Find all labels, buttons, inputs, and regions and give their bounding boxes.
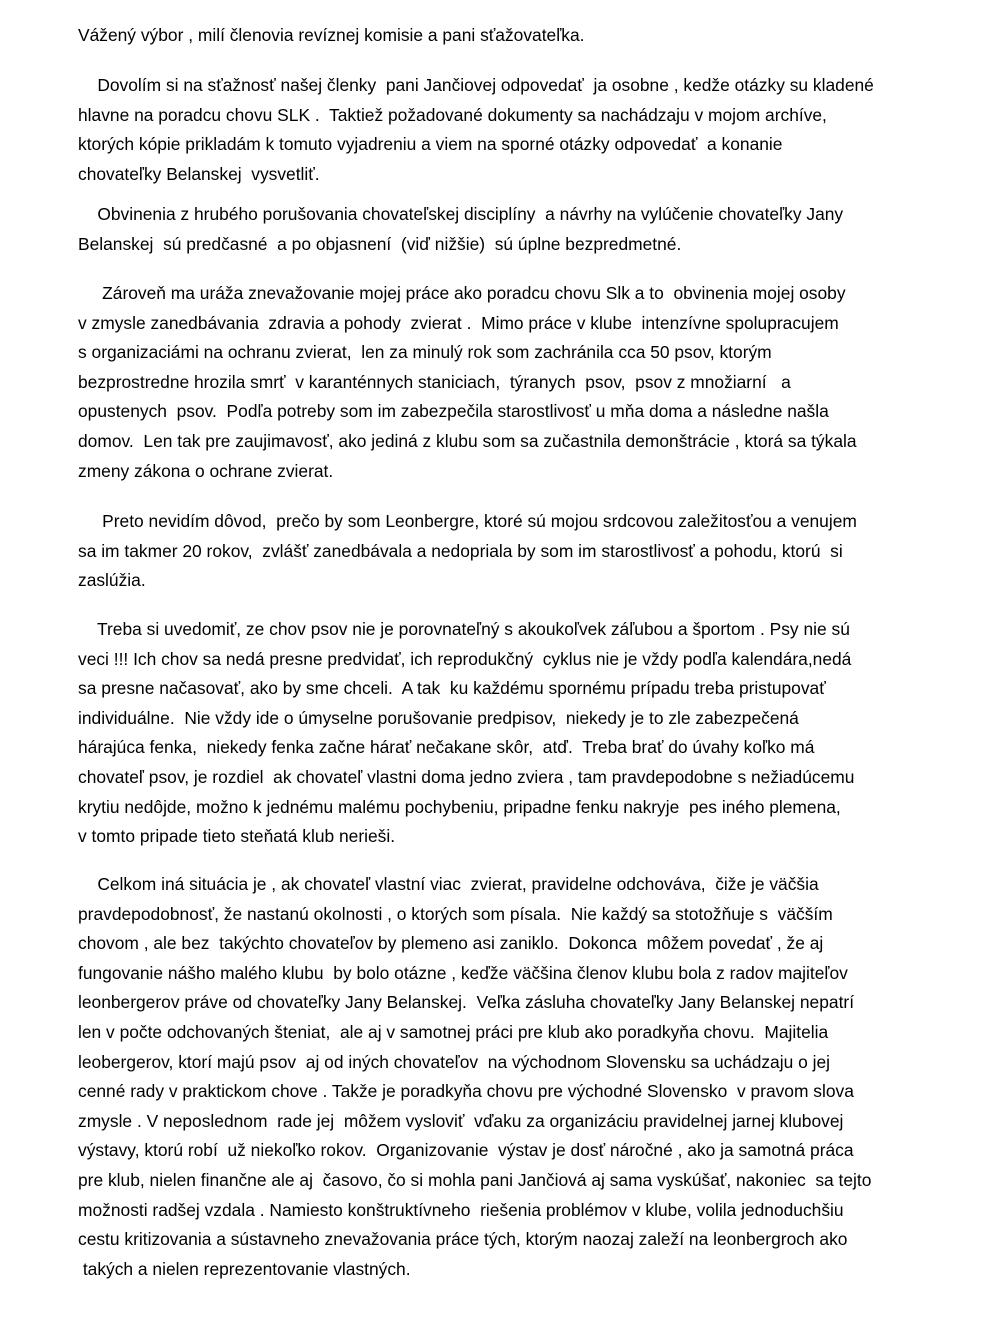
text-line: Dovolím si na sťažnosť našej členky pani Jančiovej odpovedať ja osobne , kedže otázky su kladené bbox=[78, 75, 874, 95]
text-line: zmysle . V neposlednom rade jej môžem vysloviť vďaku za organizáciu pravidelnej jarnej klubovej bbox=[78, 1110, 844, 1131]
text-line: opustenych psov. Podľa potreby som im zabezpečila starostlivosť u mňa doma a následne našla bbox=[78, 401, 829, 422]
text-line: možnosti radšej vzdala . Namiesto konštruktívneho riešenia problémov v klube, volila jednoduchšiu bbox=[78, 1199, 844, 1220]
text-line: takých a nielen reprezentovanie vlastných. bbox=[78, 1258, 411, 1279]
paragraph bbox=[0, 279, 1000, 486]
text-line: cenné rady v praktickom chove . Takže je poradkyňa chovu pre východné Slovensko v pravom slova bbox=[78, 1081, 854, 1102]
text-line: leobergerov, ktorí majú psov aj od iných chovateľov na východnom Slovensku sa uchádzaju o jej bbox=[78, 1051, 830, 1072]
paragraph bbox=[0, 507, 1000, 596]
text-line: sa im takmer 20 rokov, zvlášť zanedbávala a nedopriala by som im starostlivosť a pohodu, ktorú si bbox=[78, 540, 843, 561]
text-line: krytiu nedôjde, možno k jednému malému pochybeniu, pripadne fenku nakryje pes iného plemena, bbox=[78, 796, 841, 817]
text-line: Obvinenia z hrubého porušovania chovateľskej disciplíny a návrhy na vylúčenie chovateľky Jany bbox=[78, 204, 844, 224]
text-line: Vážený výbor , milí členovia revíznej komisie a pani sťažovateľka. bbox=[78, 25, 585, 45]
paragraph bbox=[0, 615, 1000, 852]
paragraph bbox=[0, 200, 1000, 259]
text-line: s organizaciámi na ochranu zvierat, len za minulý rok som zachránila cca 50 psov, ktorým bbox=[78, 342, 772, 363]
text-line: domov. Len tak pre zaujimavosť, ako jediná z klubu som sa zučastnila demonštrácie , ktorá sa týkala bbox=[78, 431, 857, 451]
text-line: pre klub, nielen finančne ale aj časovo, čo si mohla pani Jančiová aj sama vyskúšať, nakoniec sa tejto bbox=[78, 1170, 872, 1190]
paragraph bbox=[0, 21, 1000, 51]
paragraph bbox=[0, 870, 1000, 1284]
text-line: pravdepodobnosť, že nastanú okolnosti , o ktorých som písala. Nie každý sa stotožňuje s väčším bbox=[78, 903, 833, 924]
text-line: v zmysle zanedbávania zdravia a pohody zvierat . Mimo práce v klube intenzívne spolupracujem bbox=[78, 312, 839, 333]
text-line: Belanskej sú predčasné a po objasnení (viď nižšie) sú úplne bezpredmetné. bbox=[78, 233, 682, 254]
text-line: chovateľ psov, je rozdiel ak chovateľ vlastni doma jedno zviera , tam pravdepodobne s nežiadúcemu bbox=[78, 767, 855, 787]
text-line: Zároveň ma uráža znevažovanie mojej práce ako poradcu chovu Slk a to obvinenia mojej osoby bbox=[78, 283, 846, 303]
text-line: chovom , ale bez takýchto chovateľov by plemeno asi zaniklo. Dokonca môžem povedať , že aj bbox=[78, 933, 824, 954]
text-line: sa presne načasovať, ako by sme chceli. A tak ku každému spornému prípadu treba pristupovať bbox=[78, 678, 826, 699]
text-line: leonbergerov práve od chovateľky Jany Belanskej. Veľka zásluha chovateľky Jany Belanskej nepatrí bbox=[78, 992, 855, 1013]
paragraph bbox=[0, 71, 1000, 189]
text-line: Treba si uvedomiť, ze chov psov nie je porovnateľný s akoukoľvek záľubou a športom . Psy nie sú bbox=[78, 619, 850, 639]
text-line: chovateľky Belanskej vysvetliť. bbox=[78, 163, 320, 184]
text-line: Preto nevidím dôvod, prečo by som Leonbergre, ktoré sú mojou srdcovou zaležitosťou a venujem bbox=[78, 511, 857, 531]
text-line: cestu kritizovania a sústavneho znevažovania práce tých, ktorým naozaj zaleží na leonbergroch ako bbox=[78, 1229, 848, 1250]
text-line: len v počte odchovaných šteniat, ale aj v samotnej práci pre klub ako poradkyňa chovu. Majitelia bbox=[78, 1022, 829, 1042]
text-line: zmeny zákona o ochrane zvierat. bbox=[78, 460, 334, 481]
text-line: zaslúžia. bbox=[78, 570, 146, 591]
text-line: hlavne na poradcu chovu SLK . Taktiež požadované dokumenty sa nachádzaju v mojom archíve, bbox=[78, 104, 827, 125]
text-line: hárajúca fenka, niekedy fenka začne hárať nečakane skôr, atď. Treba brať do úvahy koľko má bbox=[78, 737, 815, 758]
text-line: veci !!! Ich chov sa nedá presne predvidať, ich reprodukčný cyklus nie je vždy podľa kalendára,nedá bbox=[78, 648, 852, 669]
text-line: ktorých kópie prikladám k tomuto vyjadreniu a viem na sporné otázky odpovedať a konanie bbox=[78, 134, 783, 155]
text-line: v tomto pripade tieto steňatá klub nerieši. bbox=[78, 826, 396, 847]
text-line: fungovanie nášho malého klubu by bolo otázne , keďže väčšina členov klubu bola z radov majiteľov bbox=[78, 962, 848, 983]
text-line: výstavy, ktorú robí už niekoľko rokov. Organizovanie výstav je dosť náročné , ako ja samotná práca bbox=[78, 1140, 854, 1161]
text-line: bezprostredne hrozila smrť v karanténnych staniciach, týranych psov, psov z množiarní a bbox=[78, 371, 791, 392]
text-line: Celkom iná situácia je , ak chovateľ vlastní viac zvierat, pravidelne odchováva, čiže je väčšia bbox=[78, 874, 819, 894]
text-line: individuálne. Nie vždy ide o úmyselne porušovanie predpisov, niekedy je to zle zabezpečená bbox=[78, 707, 799, 728]
